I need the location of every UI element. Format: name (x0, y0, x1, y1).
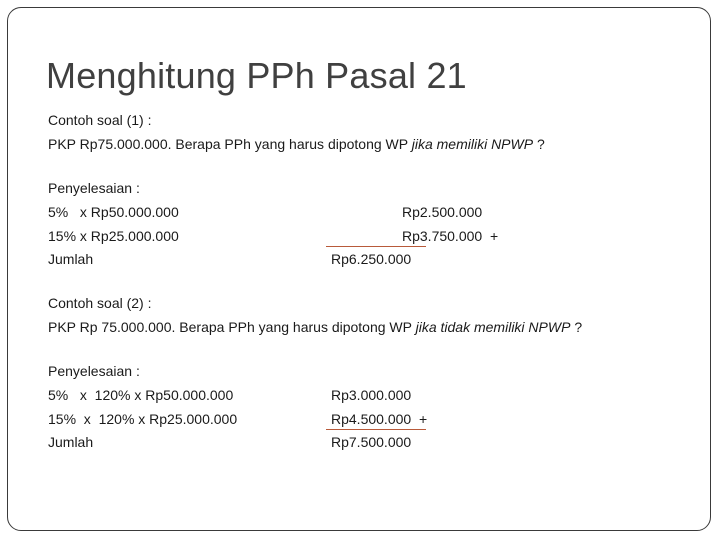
example1-row1-calc: 5% x Rp50.000.000 (48, 204, 179, 220)
example2-row1-amount: Rp3.000.000 (331, 387, 412, 403)
example1-row2-amount: Rp3.750.000 + (402, 228, 499, 244)
example2-question-suffix: ? (570, 319, 583, 335)
example1-question-suffix: ? (533, 136, 545, 152)
example2-row1-calc: 5% x 120% x Rp50.000.000 (48, 387, 234, 403)
example1-heading: Contoh soal (1) : (48, 112, 152, 128)
example1-solution-label: Penyelesaian : (48, 180, 140, 196)
example2-row2-calc: 15% x 120% x Rp25.000.000 (48, 411, 238, 427)
example1-total-amount: Rp6.250.000 (331, 251, 412, 267)
example1-question-italic: jika memiliki NPWP (411, 136, 534, 152)
slide-title: Menghitung PPh Pasal 21 (46, 55, 467, 96)
example2-heading: Contoh soal (2) : (48, 295, 152, 311)
example1-total-label: Jumlah (48, 251, 94, 267)
example2-row2-amount: Rp4.500.000 + (331, 411, 428, 427)
example2-solution-label: Penyelesaian : (48, 363, 140, 379)
example1-sum-rule (326, 246, 426, 247)
example2-question-prefix: PKP Rp 75.000.000. Berapa PPh yang harus dipotong WP (48, 319, 416, 335)
example2-question (48, 319, 582, 335)
example1-question-prefix: PKP Rp75.000.000. Berapa PPh yang harus dipotong WP (48, 136, 412, 152)
example1-row2-calc: 15% x Rp25.000.000 (48, 228, 179, 244)
example1-row1-amount: Rp2.500.000 (402, 204, 483, 220)
example2-question-italic: jika tidak memiliki NPWP (415, 319, 571, 335)
example2-total-label: Jumlah (48, 434, 94, 450)
example2-sum-rule (326, 429, 426, 430)
example2-total-amount: Rp7.500.000 (331, 434, 412, 450)
example1-question (48, 136, 545, 152)
